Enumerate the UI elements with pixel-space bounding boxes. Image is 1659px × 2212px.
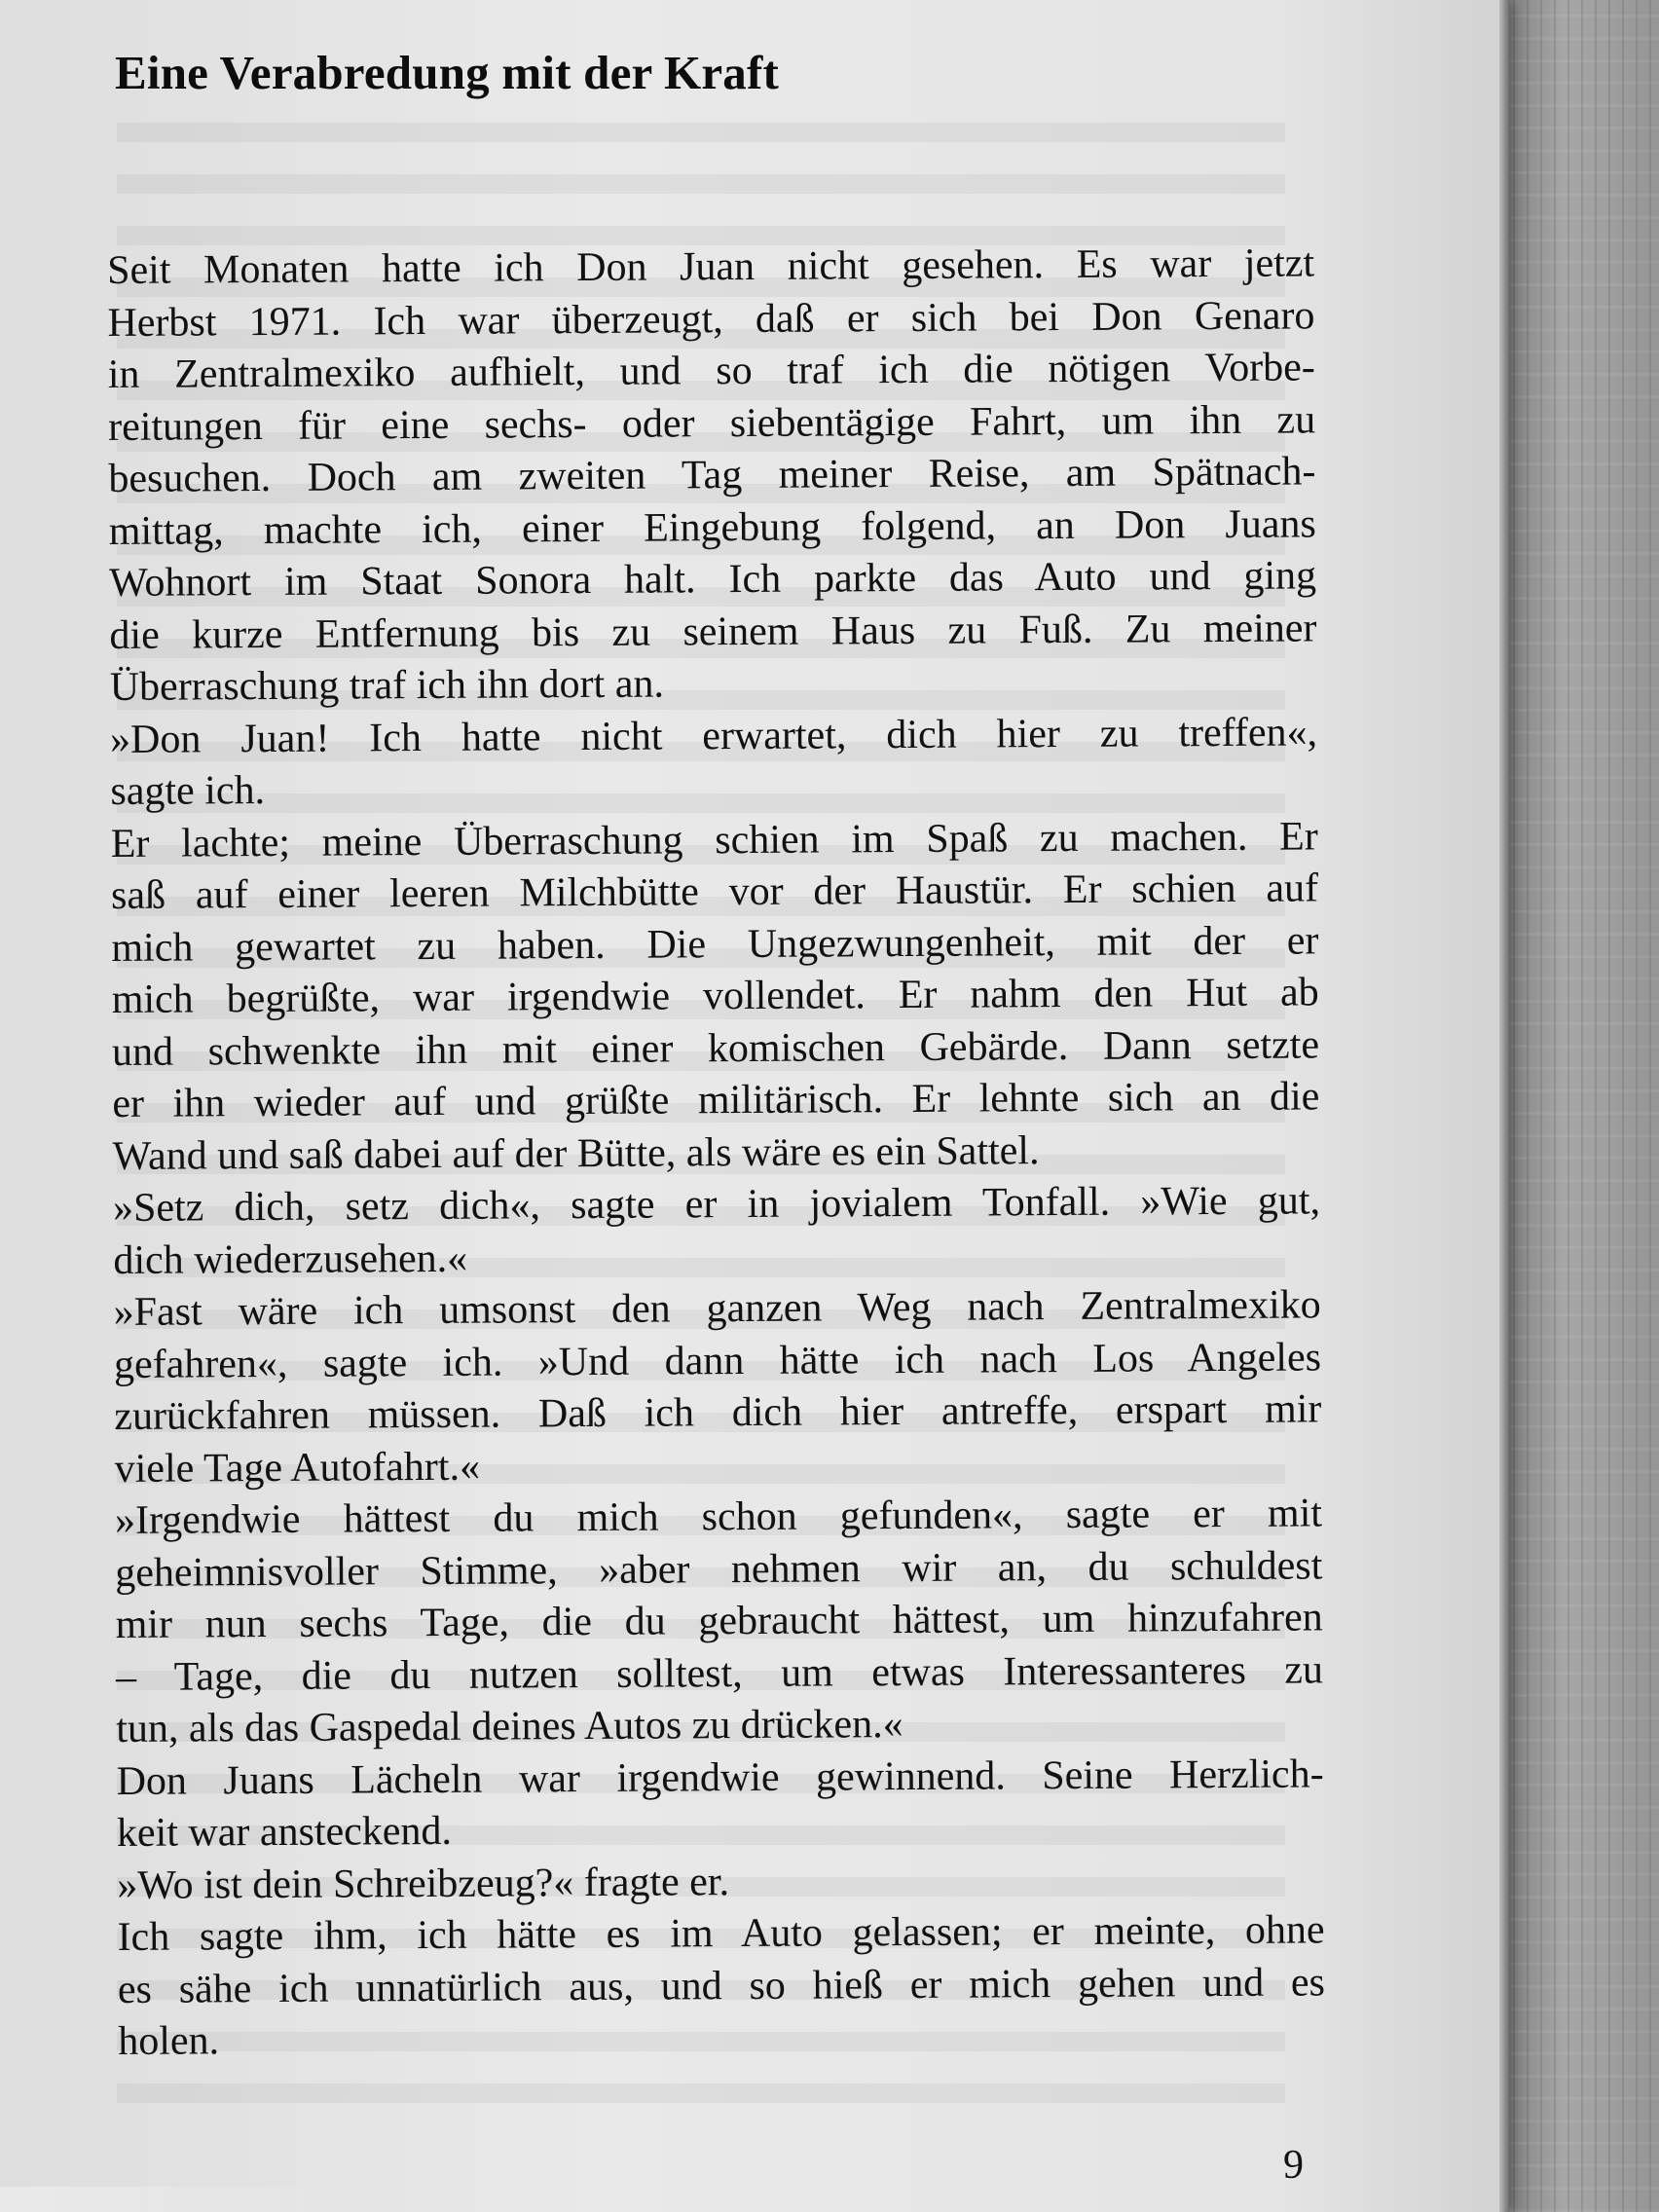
text-line: es sähe ich unnatürlich aus, und so hieß er mich gehen und es (117, 1959, 1326, 2012)
text-line: Wand und saß dabei auf der Bütte, als wäre es ein Sattel. (112, 1127, 1040, 1179)
text-line: mich begrüßte, war irgendwie vollendet. Er nahm den Hut ab (111, 970, 1319, 1022)
page-number: 9 (1283, 2143, 1304, 2188)
text-line: »Fast wäre ich umsonst den ganzen Weg nach Zentralmexiko (113, 1282, 1321, 1335)
text-line: sagte ich. (110, 768, 266, 814)
text-line: tun, als das Gaspedal deines Autos zu drücken.« (116, 1702, 903, 1751)
text-line: – Tage, die du nutzen solltest, um etwas Interessanteres zu (115, 1646, 1324, 1700)
background-surface (1499, 0, 1659, 2212)
text-line: besuchen. Doch am zweiten Tag meiner Reise, am Spätnach- (108, 449, 1316, 501)
text-line: saß auf einer leeren Milchbütte vor der Haustür. Er schien auf (110, 866, 1319, 918)
text-line: und schwenkte ihn mit einer komischen Gebärde. Dann setzte (111, 1021, 1320, 1075)
text-line: gefahren«, sagte ich. »Und dann hätte ich nach Los Angeles (113, 1334, 1322, 1387)
text-line: Wohnort im Staat Sonora halt. Ich parkte das Auto und ging (108, 553, 1317, 606)
chapter-title: Eine Verabredung mit der Kraft (115, 46, 780, 99)
text-line: mich gewartet zu haben. Die Ungezwungenheit, mit der er (111, 917, 1319, 971)
text-line: reitungen für eine sechs- oder siebentägige Fahrt, um ihn zu (107, 396, 1316, 450)
text-line: Don Juans Lächeln war irgendwie gewinnend. Seine Herzlich- (116, 1751, 1324, 1804)
text-line: »Wo ist dein Schreibzeug?« fragte er. (117, 1859, 730, 1908)
text-line: in Zentralmexiko aufhielt, und so traf ich die nötigen Vorbe- (107, 345, 1315, 397)
text-line: mir nun sechs Tage, die du gebraucht hättest, um hinzufahren (115, 1595, 1323, 1647)
text-line: Er lachte; meine Überraschung schien im Spaß zu machen. Er (110, 813, 1318, 866)
text-line: Überraschung traf ich ihn dort an. (109, 661, 665, 710)
text-line: Seit Monaten hatte ich Don Juan nicht gesehen. Es war jetzt (107, 240, 1315, 293)
text-line: »Irgendwie hättest du mich schon gefunden«, sagte er mit (114, 1491, 1323, 1543)
text-line: holen. (118, 2018, 220, 2064)
text-line: keit war ansteckend. (116, 1808, 453, 1856)
text-line: dich wiederzusehen.« (113, 1235, 468, 1283)
body-text (107, 238, 1325, 2068)
text-line: Herbst 1971. Ich war überzeugt, daß er sich bei Don Genaro (107, 292, 1315, 346)
text-line: er ihn wieder auf und grüßte militärisch. Er lehnte sich an die (112, 1074, 1320, 1126)
page-edge (1499, 0, 1509, 2212)
text-line: geheimnisvoller Stimme, »aber nehmen wir an, du schuldest (115, 1542, 1323, 1596)
text-line: mittag, machte ich, einer Eingebung folgend, an Don Juans (108, 500, 1316, 554)
text-line: »Don Juan! Ich hatte nicht erwartet, dich hier zu treffen«, (109, 709, 1318, 762)
text-line: zurückfahren müssen. Daß ich dich hier antreffe, erspart mir (114, 1386, 1322, 1439)
text-line: Ich sagte ihm, ich hätte es im Auto gelassen; er meinte, ohne (117, 1907, 1325, 1960)
text-line: viele Tage Autofahrt.« (114, 1444, 481, 1492)
text-line: die kurze Entfernung bis zu seinem Haus zu Fuß. Zu meiner (109, 605, 1317, 658)
text-line: »Setz dich, setz dich«, sagte er in jovialem Tonfall. »Wie gut, (112, 1178, 1321, 1231)
photo-glare (0, 2187, 370, 2212)
